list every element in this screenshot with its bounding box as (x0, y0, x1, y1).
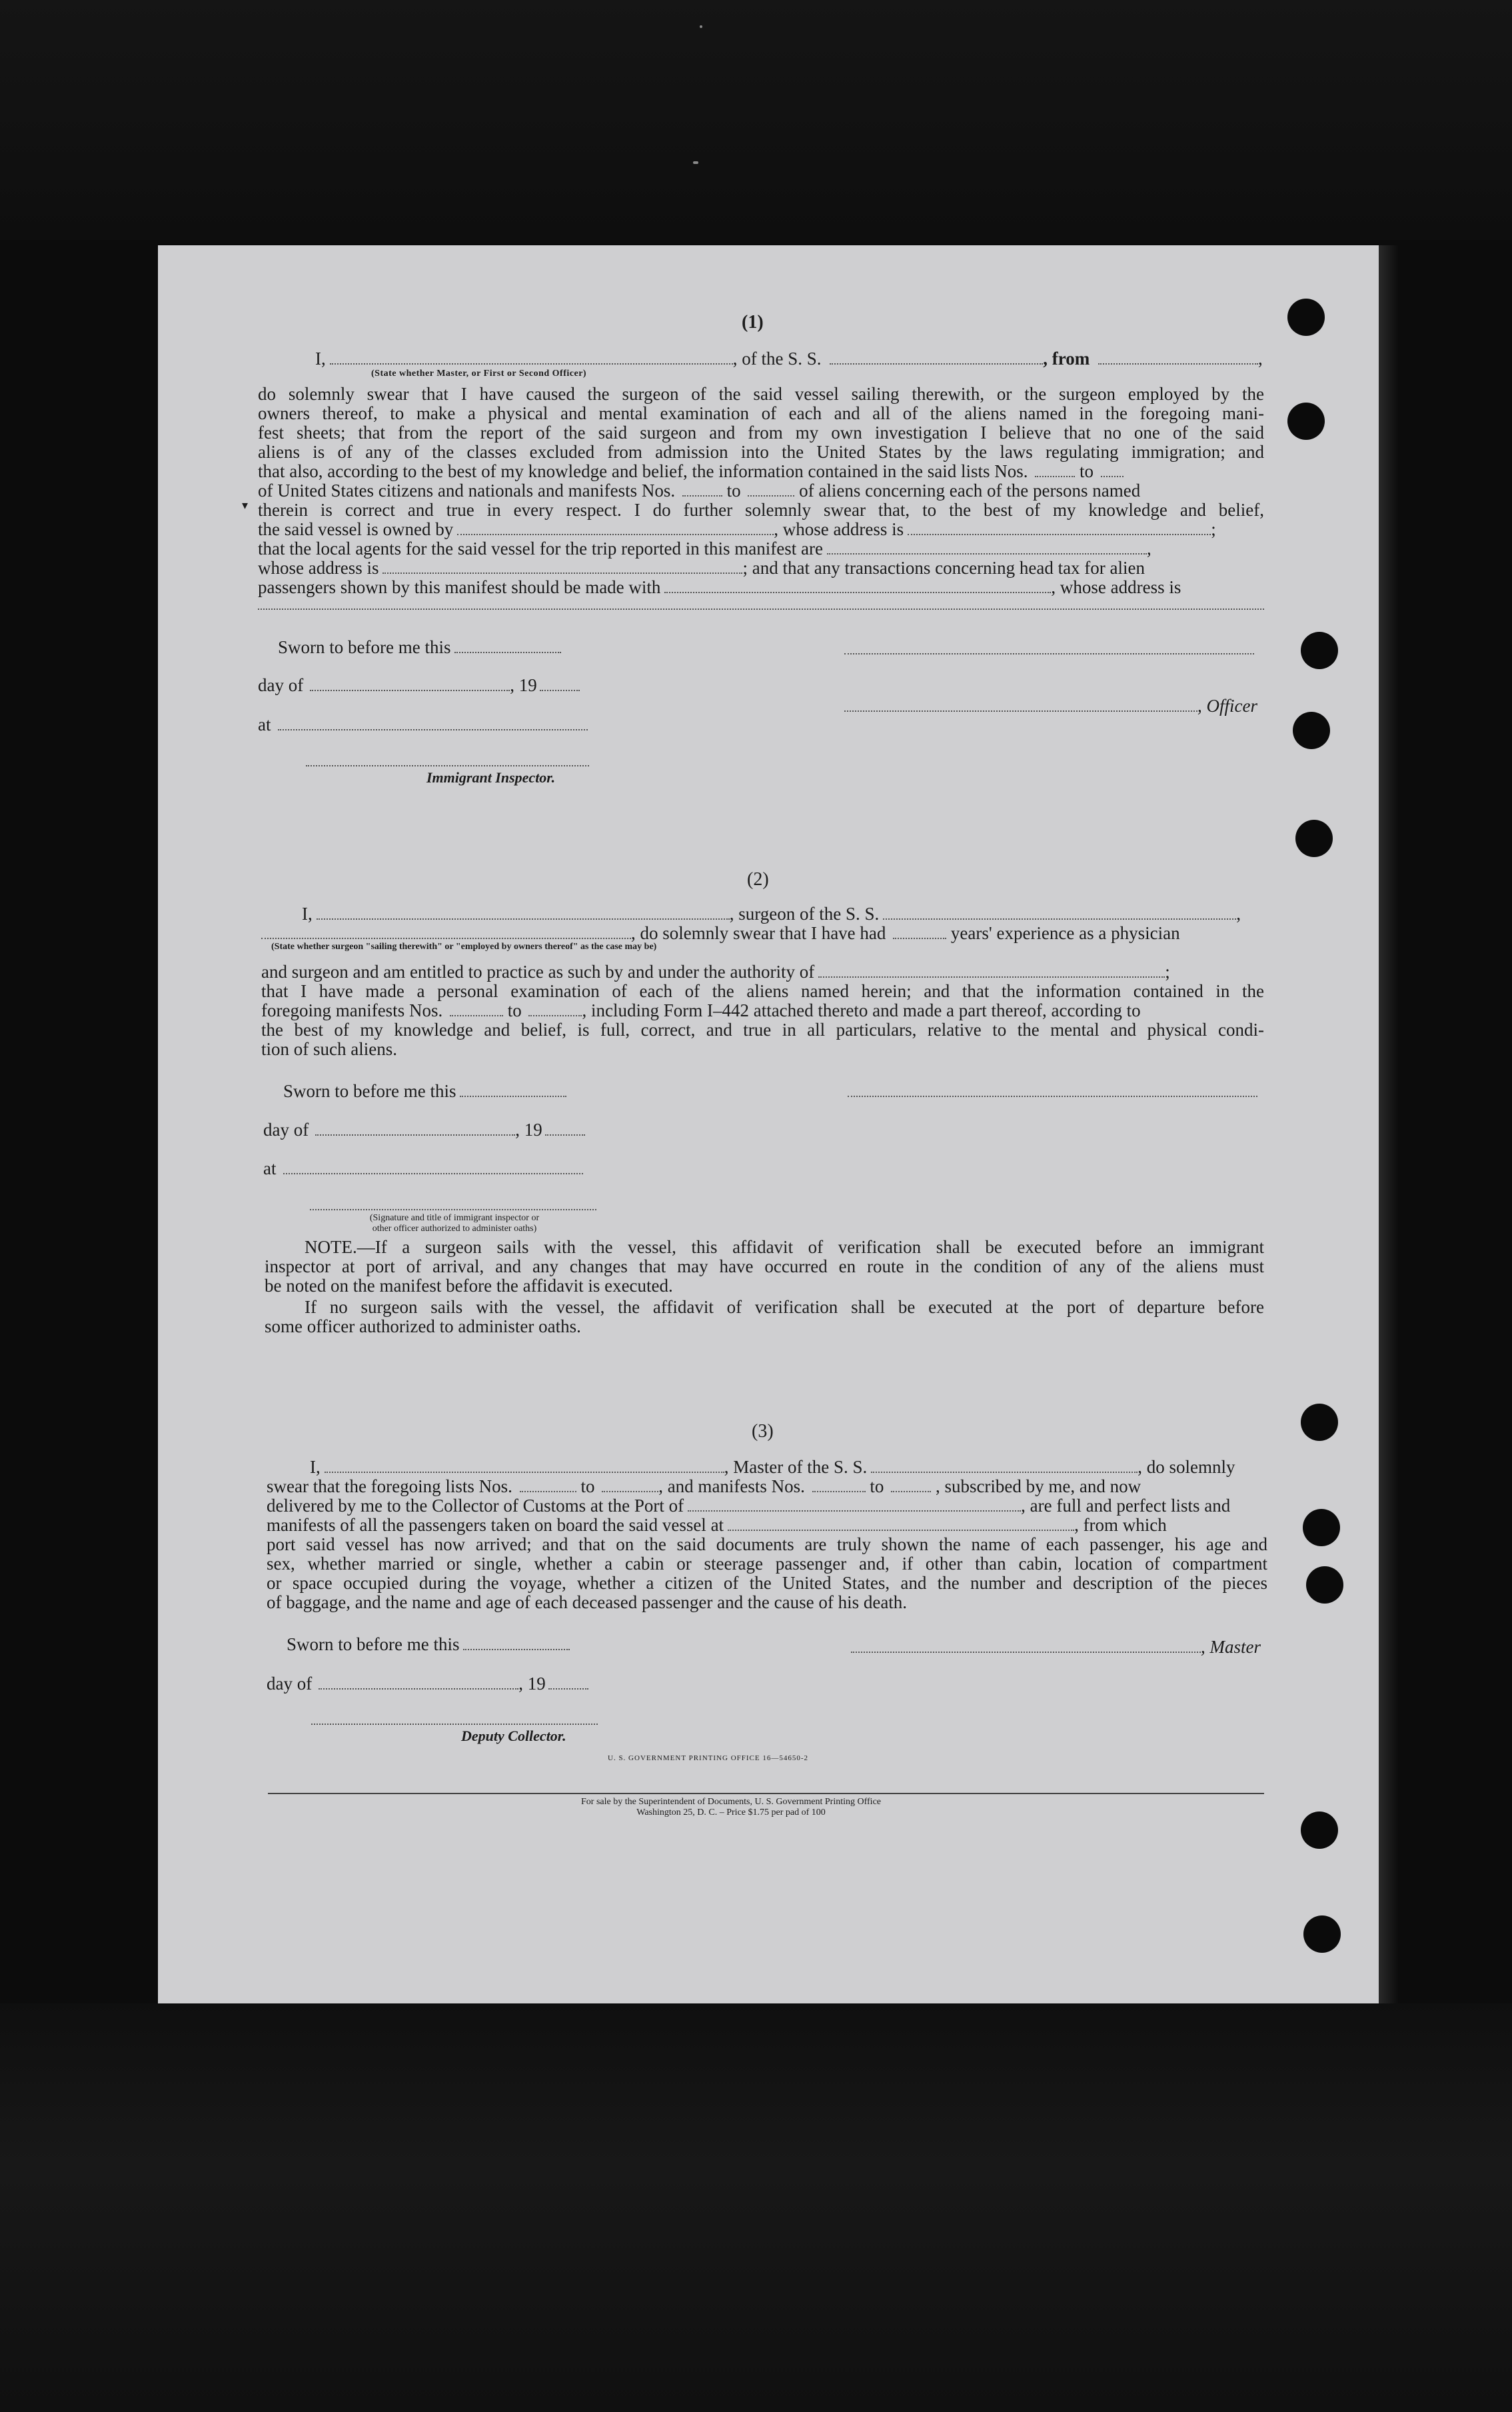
scanner-background-top (0, 0, 1512, 240)
section-3-number: (3) (752, 1421, 774, 1442)
section-2-text-line: the best of my knowledge and belief, is full, correct, and true in all particulars, relative to the mental and physical condi- (261, 1020, 1264, 1040)
section-2-note-line: inspector at port of arrival, and any changes that may have occurred en route in the condition of any of the aliens must (265, 1256, 1264, 1276)
section-1-text-line: therein is correct and true in every respect. I do further solemnly swear that, to the best of my knowledge and belief, (258, 500, 1264, 520)
section-2-experience-line: , do solemnly swear that I have had years' experience as a physician (261, 923, 1180, 943)
section-2-surgeon-note: (State whether surgeon "sailing therewith" or "employed by owners thereof" as the case may be) (271, 942, 657, 952)
section-3-opening: I, , Master of the S. S. , do solemnly (310, 1457, 1235, 1477)
section-1-at: at (258, 714, 588, 734)
section-2-authority-line: and surgeon and am entitled to practice as such by and under the authority of ; (261, 962, 1170, 982)
section-1-inspector-label: Immigrant Inspector. (426, 769, 556, 786)
section-1-head-tax-line: passengers shown by this manifest should be made with , whose address is (258, 577, 1181, 597)
dust-speck (693, 161, 698, 164)
section-1-officer-sig-line-top (844, 653, 1254, 654)
punch-hole (1301, 1404, 1338, 1441)
section-3-day-of: day of , 19 (267, 1674, 588, 1694)
punch-hole (1303, 1509, 1340, 1546)
section-1-continuation-line (258, 608, 1264, 610)
section-3-master-signature: , Master (851, 1637, 1261, 1657)
sheet-edge-shadow (1379, 245, 1399, 2003)
section-2-note-line: NOTE.—If a surgeon sails with the vessel, this affidavit of verification shall be executed before an immigrant (305, 1237, 1264, 1257)
section-1-opening: I, , of the S. S. , from , (315, 349, 1263, 369)
punch-hole (1295, 820, 1333, 857)
punch-hole (1303, 1915, 1341, 1953)
punch-hole (1306, 1566, 1343, 1604)
section-1-address-line: whose address is ; and that any transactions concerning head tax for alien (258, 558, 1145, 578)
section-2-number: (2) (747, 869, 769, 890)
margin-mark: ▾ (242, 499, 249, 512)
section-2-at: at (263, 1158, 583, 1178)
section-1-text-line: aliens is of any of the classes excluded from admission into the United States by the laws regulating immigration; and (258, 442, 1264, 462)
section-2-opening: I, , surgeon of the S. S. , (302, 904, 1241, 924)
punch-hole (1287, 299, 1325, 336)
section-2-text-line: that I have made a personal examination of each of the aliens named herein; and that the information contained in the (261, 981, 1264, 1001)
section-1-number: (1) (742, 312, 764, 333)
section-1-text-line: do solemnly swear that I have caused the surgeon of the said vessel sailing therewith, or the surgeon employed by the (258, 384, 1264, 404)
section-1-officer-note: (State whether Master, or First or Second Officer) (371, 369, 587, 379)
section-2-note-line: be noted on the manifest before the affidavit is executed. (265, 1276, 673, 1296)
section-2-note-line: If no surgeon sails with the vessel, the affidavit of verification shall be executed at the port of departure before (305, 1297, 1264, 1317)
section-2-signature-line (848, 1096, 1257, 1097)
section-3-deputy-sig-line (311, 1724, 598, 1725)
scanner-background-bottom (0, 2003, 1512, 2412)
sale-notice: For sale by the Superintendent of Documents, U. S. Government Printing Office Washington 25, D. C. – Price $1.75 per pad of 100 (581, 1797, 881, 1817)
section-3-text-line: sex, whether married or single, whether a cabin or steerage passenger and, if other than cabin, location of compartment (267, 1554, 1267, 1574)
section-1-inspector-sig-line (306, 765, 589, 766)
section-3-sworn: Sworn to before me this (287, 1634, 570, 1654)
punch-hole (1293, 712, 1330, 749)
section-2-inspector-sig-line (310, 1209, 596, 1210)
section-2-note-line: some officer authorized to administer oaths. (265, 1316, 581, 1336)
section-3-lists-line: swear that the foregoing lists Nos. to , and manifests Nos. to , subscribed by me, and now (267, 1476, 1141, 1496)
section-2-text-line: tion of such aliens. (261, 1039, 397, 1059)
printer-imprint: U. S. GOVERNMENT PRINTING OFFICE 16—54650-2 (608, 1754, 809, 1762)
section-1-sworn: Sworn to before me this (278, 637, 561, 657)
section-1-officer-signature: , Officer (844, 696, 1257, 716)
section-1-lists-line: that also, according to the best of my knowledge and belief, the information contained in the said lists Nos. to (258, 461, 1124, 481)
section-2-day-of: day of , 19 (263, 1120, 585, 1140)
section-2-signature-note: (Signature and title of immigrant inspector or other officer authorized to administer oaths) (369, 1213, 540, 1234)
section-1-day-of: day of , 19 (258, 675, 580, 695)
section-3-deputy-label: Deputy Collector. (461, 1728, 566, 1744)
section-1-manifests-line: of United States citizens and nationals and manifests Nos. to of aliens concerning each of the persons named (258, 481, 1141, 501)
section-2-sworn: Sworn to before me this (283, 1081, 566, 1101)
section-3-text-line: port said vessel has now arrived; and that on the said documents are truly shown the name of each passenger, his age and (267, 1534, 1267, 1554)
dust-speck (700, 25, 702, 28)
section-1-text-line: owners thereof, to make a physical and mental examination of each and all of the aliens named in the foregoing mani- (258, 403, 1264, 423)
section-1-owner-line: the said vessel is owned by , whose address is ; (258, 519, 1216, 539)
section-3-collector-line: delivered by me to the Collector of Customs at the Port of , are full and perfect lists and (267, 1496, 1231, 1516)
section-2-manifests-line: foregoing manifests Nos. to , including Form I–442 attached thereto and made a part thereof, according to (261, 1000, 1141, 1020)
section-3-port-line: manifests of all the passengers taken on board the said vessel at , from which (267, 1515, 1167, 1535)
punch-hole (1301, 1811, 1338, 1849)
section-3-text-line: of baggage, and the name and age of each deceased passenger and the cause of his death. (267, 1592, 908, 1612)
punch-hole (1301, 632, 1338, 669)
punch-hole (1287, 403, 1325, 440)
footer-rule (268, 1793, 1264, 1794)
section-1-text-line: fest sheets; that from the report of the said surgeon and from my own investigation I believe that no one of the said (258, 423, 1264, 443)
section-3-text-line: or space occupied during the voyage, whether a citizen of the United States, and the number and description of the pieces (267, 1573, 1267, 1593)
manifest-form-sheet (158, 245, 1379, 2003)
section-1-agents-line: that the local agents for the said vessel for the trip reported in this manifest are , (258, 539, 1151, 559)
